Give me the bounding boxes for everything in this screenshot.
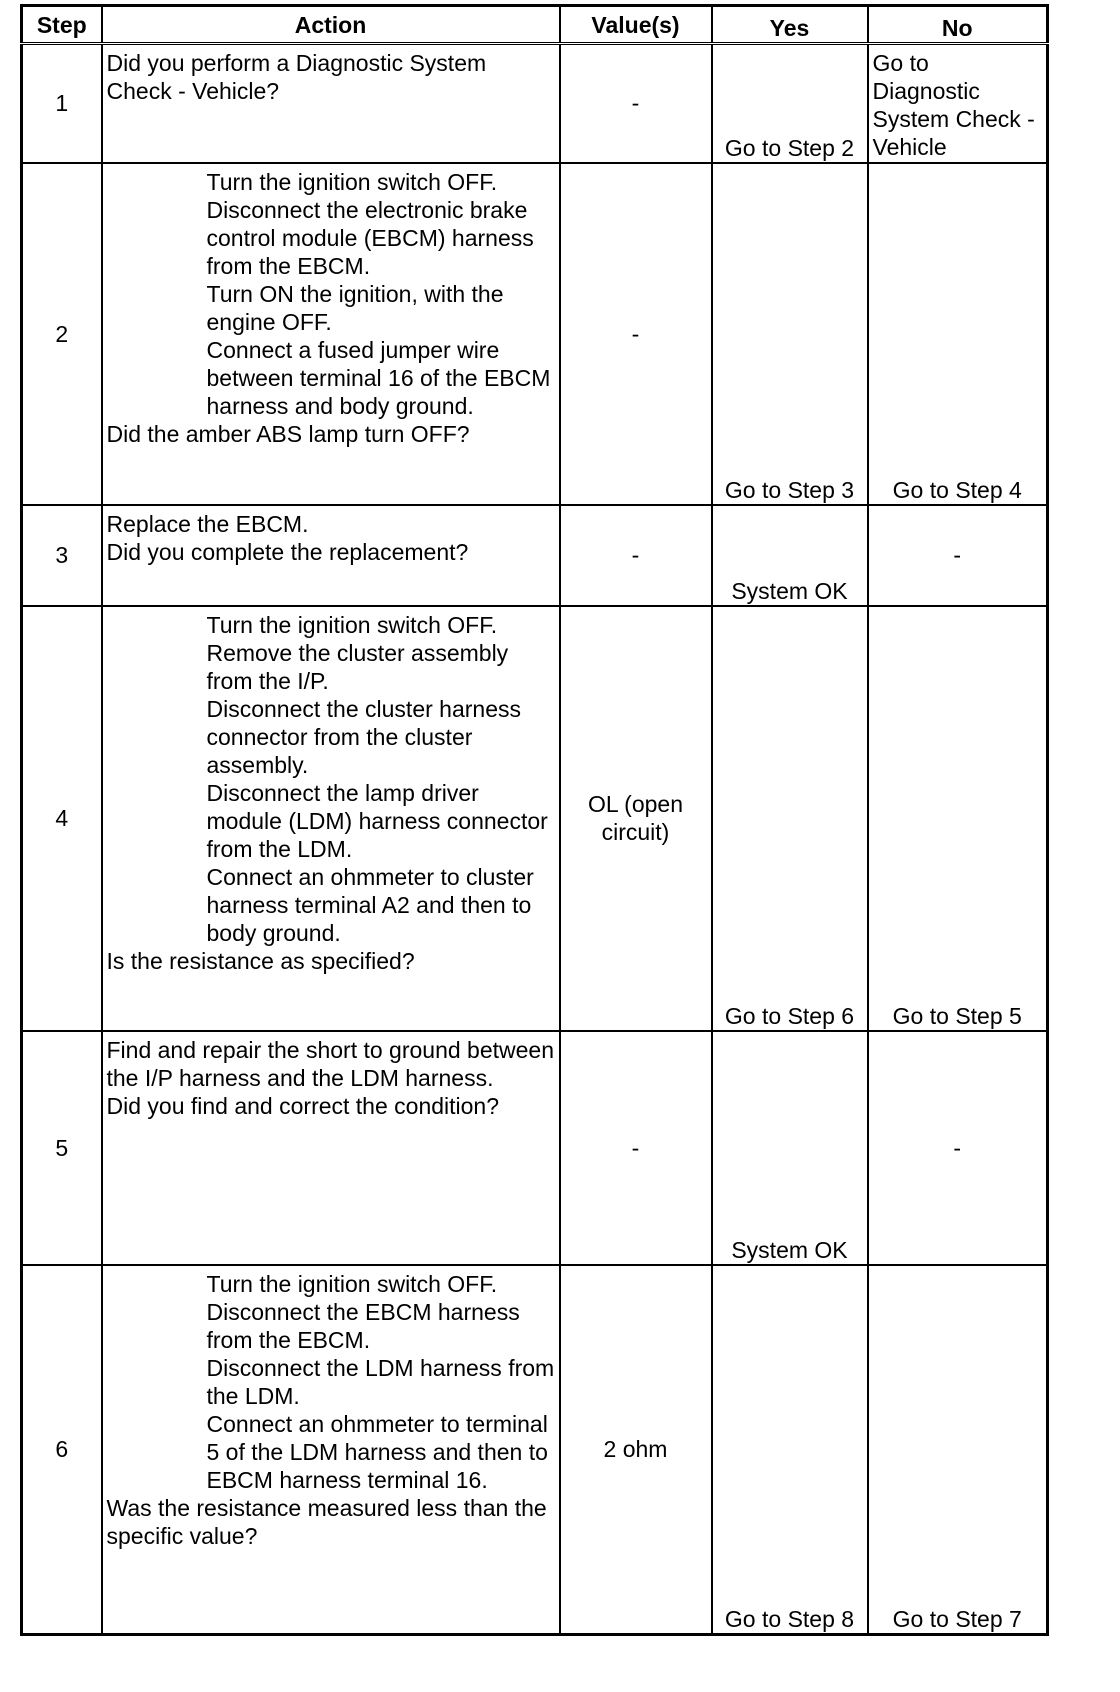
no-cell: Go to Step 7	[868, 1265, 1048, 1635]
value-cell: -	[560, 1031, 712, 1265]
value-cell: -	[560, 44, 712, 163]
table-row	[22, 1031, 1048, 1265]
action-question: Did you find and correct the condition?	[106, 1092, 500, 1119]
action-step: Turn the ignition switch OFF.	[206, 168, 498, 195]
action-cell	[102, 1031, 560, 1265]
step-number: 1	[22, 44, 102, 163]
header-step: Step	[22, 6, 102, 44]
yes-cell: System OK	[712, 505, 868, 606]
step-number: 5	[22, 1031, 102, 1265]
action-step: Disconnect the electronic brake control module (EBCM) harness from the EBCM.	[206, 196, 534, 279]
action-steps-list	[107, 1270, 555, 1494]
action-step: Turn ON the ignition, with the engine OFF.	[206, 280, 504, 335]
header-no: No	[868, 6, 1048, 44]
header-values: Value(s)	[560, 6, 712, 44]
yes-cell: Go to Step 2	[712, 44, 868, 163]
header-row	[22, 6, 1048, 44]
action-step: Connect an ohmmeter to cluster harness terminal A2 and then to body ground.	[206, 863, 534, 946]
yes-cell: Go to Step 3	[712, 163, 868, 505]
action-step: Disconnect the lamp driver module (LDM) harness connector from the LDM.	[206, 779, 548, 862]
action-cell	[102, 44, 560, 163]
yes-cell: System OK	[712, 1031, 868, 1265]
action-step: Disconnect the LDM harness from the LDM.	[206, 1354, 555, 1409]
action-cell	[102, 505, 560, 606]
value-cell: OL (open circuit)	[560, 606, 712, 1031]
no-cell: Go to Diagnostic System Check - Vehicle	[868, 44, 1048, 163]
action-steps-list	[107, 168, 555, 420]
action-cell	[102, 1265, 560, 1635]
table-row	[22, 44, 1048, 163]
action-step: Connect an ohmmeter to terminal 5 of the LDM harness and then to EBCM harness terminal 16.	[206, 1410, 548, 1493]
action-question: Is the resistance as specified?	[106, 947, 415, 974]
no-cell: -	[868, 1031, 1048, 1265]
table-row	[22, 1265, 1048, 1635]
action-step: Remove the cluster assembly from the I/P.	[206, 639, 509, 694]
table-row	[22, 163, 1048, 505]
diagnostic-table	[20, 4, 1049, 1636]
action-step: Connect a fused jumper wire between terminal 16 of the EBCM harness and body ground.	[206, 336, 551, 419]
action-text: Did you perform a Diagnostic System Check - Vehicle?	[106, 50, 487, 104]
action-question: Did you complete the replacement?	[106, 538, 469, 565]
action-cell	[102, 606, 560, 1031]
action-question: Did the amber ABS lamp turn OFF?	[106, 420, 470, 447]
no-cell: Go to Step 4	[868, 163, 1048, 505]
step-number: 2	[22, 163, 102, 505]
action-step: Disconnect the EBCM harness from the EBCM.	[206, 1298, 520, 1353]
no-cell: Go to Step 5	[868, 606, 1048, 1031]
action-question: Was the resistance measured less than the specific value?	[106, 1494, 547, 1549]
yes-cell: Go to Step 6	[712, 606, 868, 1031]
value-cell: 2 ohm	[560, 1265, 712, 1635]
header-action: Action	[102, 6, 560, 44]
action-step: Turn the ignition switch OFF.	[206, 611, 498, 638]
step-number: 4	[22, 606, 102, 1031]
action-step: Disconnect the cluster harness connector from the cluster assembly.	[206, 695, 521, 778]
action-text: Replace the EBCM.	[106, 510, 309, 537]
header-yes: Yes	[712, 6, 868, 44]
step-number: 3	[22, 505, 102, 606]
value-cell: -	[560, 163, 712, 505]
action-text: Find and repair the short to ground between the I/P harness and the LDM harness.	[106, 1036, 555, 1091]
table-row	[22, 606, 1048, 1031]
value-cell: -	[560, 505, 712, 606]
table-row	[22, 505, 1048, 606]
action-step: Turn the ignition switch OFF.	[206, 1270, 498, 1297]
no-cell: -	[868, 505, 1048, 606]
yes-cell: Go to Step 8	[712, 1265, 868, 1635]
action-cell	[102, 163, 560, 505]
action-steps-list	[107, 611, 555, 947]
step-number: 6	[22, 1265, 102, 1635]
